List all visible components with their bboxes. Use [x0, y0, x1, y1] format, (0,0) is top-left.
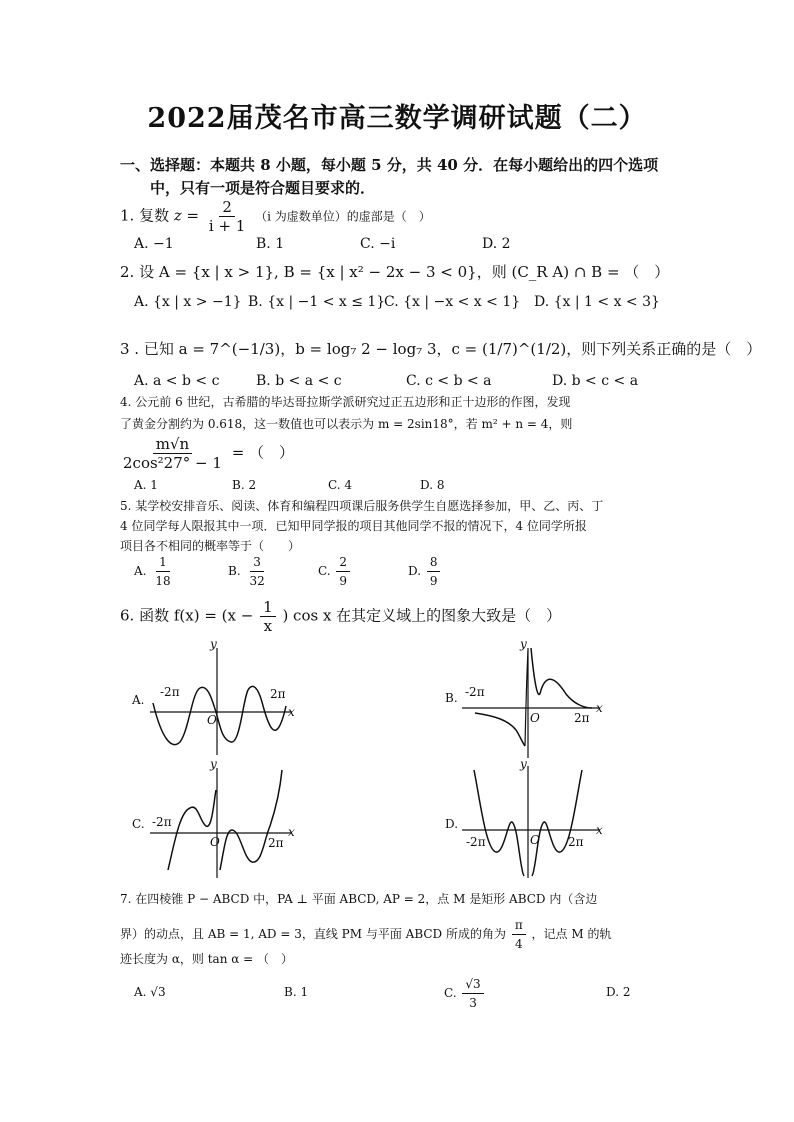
q5-a-num: 1 [156, 553, 170, 572]
q6-suffix: ) cos x 在其定义域上的图象大致是（ ） [282, 606, 562, 625]
graph-c-curve [168, 770, 282, 870]
graph-b-curve [475, 648, 592, 746]
q5-line1: 5. 某学校安排音乐、阅读、体育和编程四项课后服务供学生自愿选择参加，甲、乙、丙、丁 [120, 499, 604, 513]
graph-a-origin: O [207, 713, 217, 727]
graph-a-x-label: x [288, 705, 295, 719]
q4-line2: 了黄金分割约为 0.618，这一数值也可以表示为 m = 2sin18°，若 m² + n = 4，则 [120, 417, 573, 431]
q3-option-b: B. b < a < c [256, 373, 342, 389]
q1-option-c: C. −i [360, 236, 396, 252]
q7-line2-b: ，记点 M 的轨 [531, 927, 612, 941]
graph-a-neg-tick: -2π [160, 685, 180, 699]
q4-option-a: A. 1 [134, 478, 158, 492]
q4-option-c: C. 4 [328, 478, 353, 492]
q2-option-d: D. {x | 1 < x < 3} [534, 294, 660, 310]
q4-option-d: D. 8 [420, 478, 445, 492]
graph-c-origin: O [210, 835, 220, 849]
graph-c-neg-tick: -2π [152, 815, 172, 829]
graph-a-pos-tick: 2π [270, 687, 286, 701]
q7-option-c-fraction [462, 975, 483, 1012]
graph-c-x-label: x [288, 825, 295, 839]
question-3: 3 . 已知 a = 7^(−1/3)，b = log₇ 2 − log₇ 3，c = (1/7)^(1/2)，则下列关系正确的是（ ） [120, 340, 762, 358]
q5-line2: 4 位同学每人限报其中一项．已知甲同学报的项目其他同学不报的情况下，4 位同学所报 [120, 519, 587, 533]
q2-option-a: A. {x | x > −1} [134, 294, 242, 310]
q7-option-c-label: C. [444, 986, 457, 1000]
q3-option-c: C. c < b < a [406, 373, 492, 389]
q2-option-c: C. {x | −x < x < 1} [384, 294, 521, 310]
section-heading-line2: 中，只有一项是符合题目要求的． [150, 179, 376, 197]
q5-b-den: 32 [249, 574, 265, 588]
page-title: 2022届茂名市高三数学调研试题（二） [147, 103, 647, 134]
q7-angle-num: π [512, 916, 526, 935]
q7-option-c-den: 3 [469, 996, 477, 1010]
q7-option-b: B. 1 [284, 985, 309, 999]
q7-option-a: A. √3 [134, 985, 166, 999]
graph-d-pos-tick: 2π [568, 835, 584, 849]
q6-prefix: 6. 函数 f(x) = (x − [120, 606, 254, 625]
q5-c-den: 9 [339, 574, 348, 588]
q3-option-a: A. a < b < c [134, 373, 220, 389]
graph-b-x-label: x [596, 701, 603, 715]
q4-tail: = （ ） [231, 443, 295, 462]
q5-a-label: A. [134, 564, 147, 578]
graph-b-label: B. [445, 691, 458, 705]
q1-option-a: A. −1 [134, 236, 174, 252]
q7-line3: 迹长度为 α，则 tan α = （ ） [120, 952, 294, 966]
graph-b-pos-tick: 2π [574, 711, 590, 725]
graph-c-y-label: y [210, 757, 217, 771]
graph-b-y-label: y [520, 637, 527, 651]
graph-d-origin: O [530, 833, 540, 847]
graph-a-label: A. [132, 693, 145, 707]
q5-b-label: B. [228, 564, 241, 578]
q2-option-b: B. {x | −1 < x ≤ 1} [248, 294, 386, 310]
q1-suffix: （i 为虚数单位）的虚部是（ ） [255, 209, 431, 224]
graph-d-neg-tick: -2π [466, 835, 486, 849]
q5-line3: 项目各不相同的概率等于（ ） [120, 539, 301, 553]
q1-option-b: B. 1 [256, 236, 285, 252]
graph-c-label: C. [132, 817, 145, 831]
section-heading-line1: 一、选择题：本题共 8 小题，每小题 5 分，共 40 分．在每小题给出的四个选项 [120, 156, 659, 174]
q5-d-den: 9 [429, 574, 438, 588]
q1-option-d: D. 2 [482, 236, 511, 252]
q5-a-den: 18 [155, 574, 171, 588]
graph-c-pos-tick: 2π [268, 836, 284, 850]
q1-prefix: 1. 复数 [120, 206, 170, 225]
q5-b-num: 3 [250, 553, 264, 572]
q1-num: 2 [219, 198, 235, 217]
q7-line2-a: 界）的动点，且 AB = 1, AD = 3，直线 PM 与平面 ABCD 所成的角为 [120, 927, 506, 941]
q7-option-d: D. 2 [606, 985, 631, 999]
graph-b-origin: O [530, 711, 540, 725]
q4-den: 2cos²27° − 1 [123, 454, 222, 472]
graph-b-neg-tick: -2π [465, 685, 485, 699]
graph-a-y-label: y [210, 637, 217, 651]
question-2: 2. 设 A = {x | x > 1}, B = {x | x² − 2x − 3 < 0}，则 (C_R A) ∩ B = （ ） [120, 263, 670, 281]
q1-den: i + 1 [208, 217, 246, 235]
q7-line2 [120, 916, 611, 953]
q5-c-num: 2 [336, 553, 350, 572]
q1-var: z = [173, 206, 200, 225]
q5-c-label: C. [318, 564, 331, 578]
q6-den: x [263, 617, 273, 635]
graph-d-label: D. [445, 817, 459, 831]
q7-angle-den: 4 [514, 937, 523, 951]
q5-d-num: 8 [427, 553, 441, 572]
q5-d-label: D. [408, 564, 422, 578]
q4-line1: 4. 公元前 6 世纪，古希腊的毕达哥拉斯学派研究过正五边形和正十边形的作图，发现 [120, 395, 571, 409]
graph-d-x-label: x [596, 823, 603, 837]
q6-num: 1 [260, 598, 276, 617]
q7-option-c [444, 975, 486, 1012]
q7-angle-fraction [512, 916, 526, 953]
q4-num: m√n [153, 435, 192, 454]
q7-line1: 7. 在四棱锥 P − ABCD 中，PA ⊥ 平面 ABCD, AP = 2，点 M 是矩形 ABCD 内（含边 [120, 892, 598, 906]
q3-option-d: D. b < c < a [552, 373, 639, 389]
graph-d-y-label: y [520, 757, 527, 771]
q7-option-c-num: √3 [462, 975, 483, 994]
q4-option-b: B. 2 [232, 478, 257, 492]
